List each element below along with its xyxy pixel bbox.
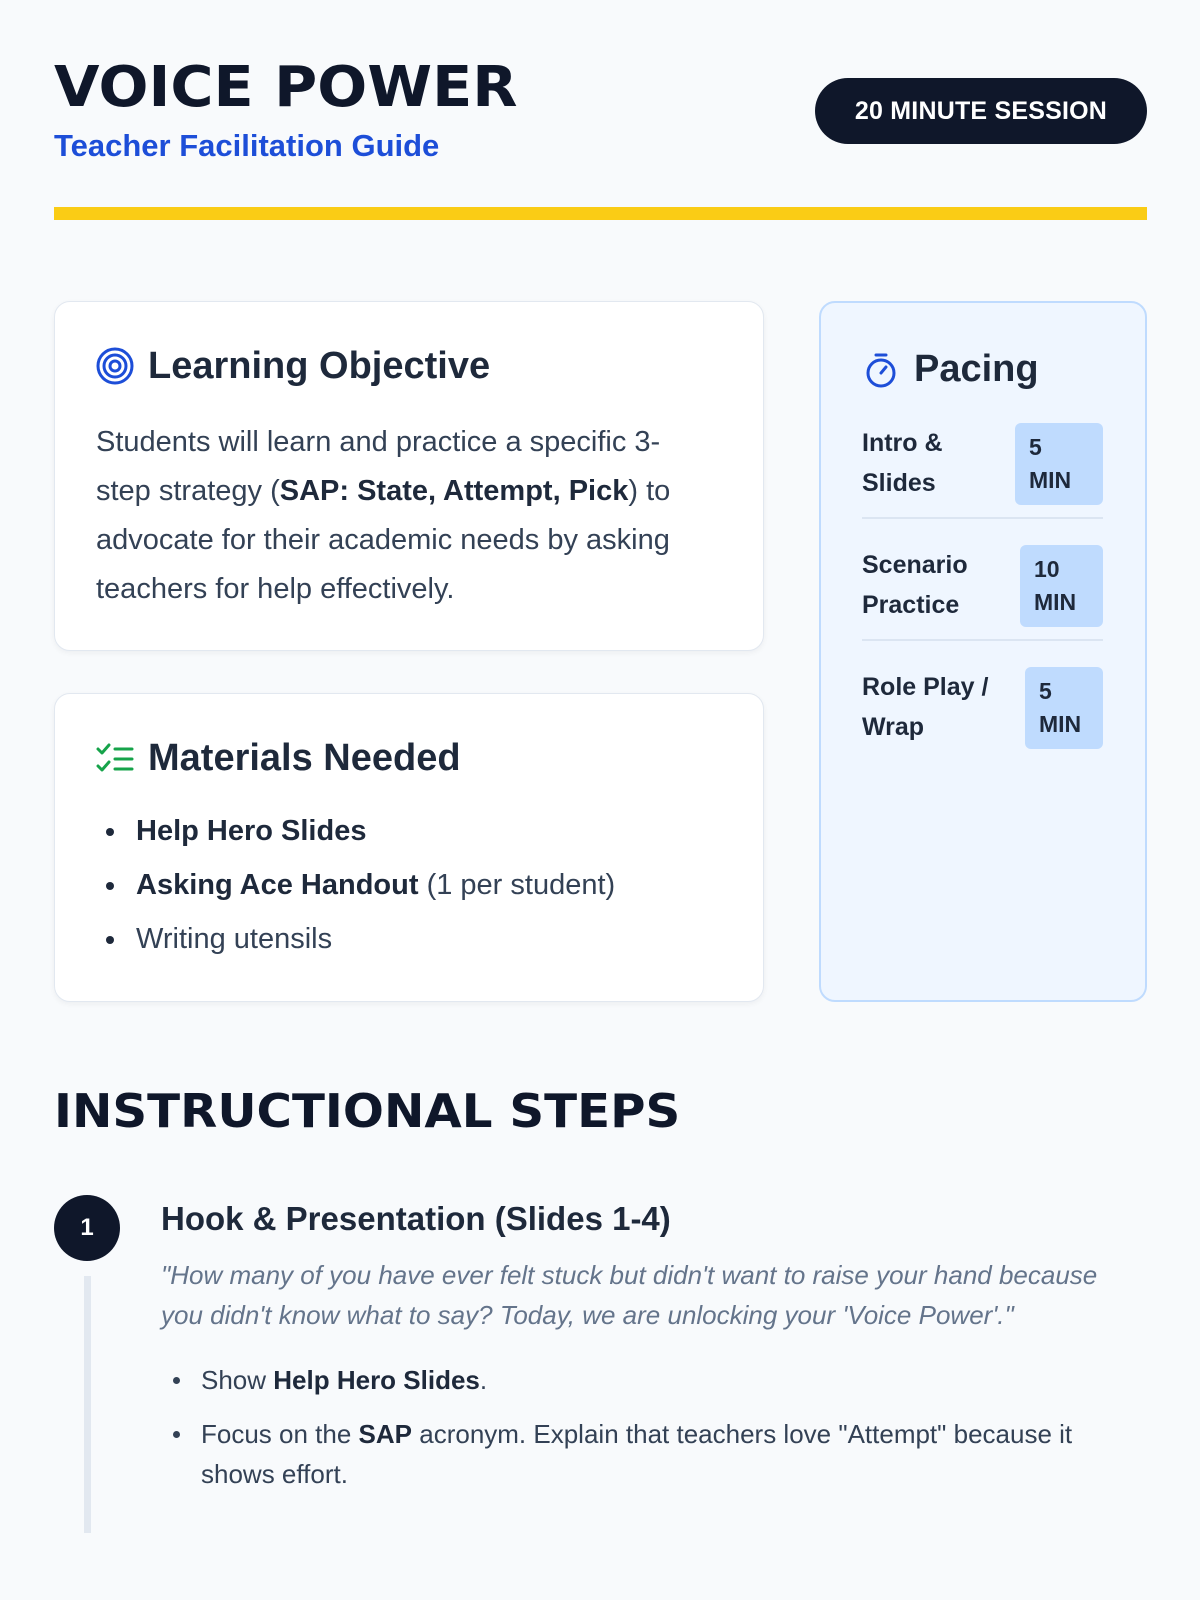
materials-list-item [96,858,615,912]
learning-objective-text [96,418,696,614]
pacing-activity: Scenario Practice [862,551,968,619]
pacing-title: Pacing [914,348,1039,390]
header-accent-bar [54,207,1147,220]
checklist-icon [95,740,135,780]
learning-objective-title: Learning Objective [148,345,491,387]
step-bullet-text: Show [201,1365,274,1395]
pacing-duration-chip: 5 MIN [1025,667,1103,749]
step-bullet-list [161,1360,1121,1508]
materials-list-item [96,804,615,858]
pacing-activity: Role Play / Wrap [862,673,989,741]
pacing-row [862,545,1103,625]
target-icon [95,346,135,386]
objective-text-part: ) to advocate for their academic needs by asking teachers for help effectively. [96,475,671,605]
step-bullet [161,1360,1121,1400]
material-detail: (1 per student) [418,869,616,901]
pacing-row [862,667,1103,747]
step-bullet-text: acronym. Explain that teachers love "Attempt" because it shows effort. [201,1419,1073,1489]
step-timeline-line [84,1276,91,1533]
step-title: Hook & Presentation (Slides 1-4) [161,1200,671,1237]
step-script-quote: "How many of you have ever felt stuck but didn't want to raise your hand because you didn't know what to say? Today, we are unlocking your 'Voice Power'." [161,1260,1098,1330]
sap-strategy-name: SAP: State, Attempt, Pick [279,475,629,507]
pacing-row [862,423,1103,503]
instructional-steps-heading: INSTRUCTIONAL STEPS [54,1084,681,1138]
pacing-duration-chip: 10 MIN [1020,545,1103,627]
page-title: VOICE POWER [54,55,518,120]
step-bullet-emphasis: SAP [358,1419,413,1449]
material-name: Asking Ace Handout [136,869,419,901]
pacing-panel [819,301,1147,1002]
step-bullet [161,1414,1121,1494]
materials-title: Materials Needed [148,737,461,779]
pacing-duration-chip: 5 MIN [1015,423,1103,505]
step-bullet-text: Focus on the [201,1419,359,1449]
material-name: Help Hero Slides [136,815,367,847]
materials-card [54,693,764,1002]
page-subtitle: Teacher Facilitation Guide [54,128,440,163]
materials-list-item [96,912,615,966]
pacing-activity: Intro & Slides [862,429,943,497]
step-number-badge: 1 [54,1195,120,1261]
objective-text-part: Students will learn and practice a specific 3-step strategy ( [96,426,661,507]
session-length-badge: 20 MINUTE SESSION [815,78,1147,144]
step-bullet-text: . [479,1365,488,1395]
page-header [54,56,1147,166]
learning-objective-card [54,301,764,651]
stopwatch-icon [861,351,901,391]
materials-list [96,804,615,966]
material-detail: Writing utensils [136,923,333,955]
step-bullet-emphasis: Help Hero Slides [273,1365,480,1395]
